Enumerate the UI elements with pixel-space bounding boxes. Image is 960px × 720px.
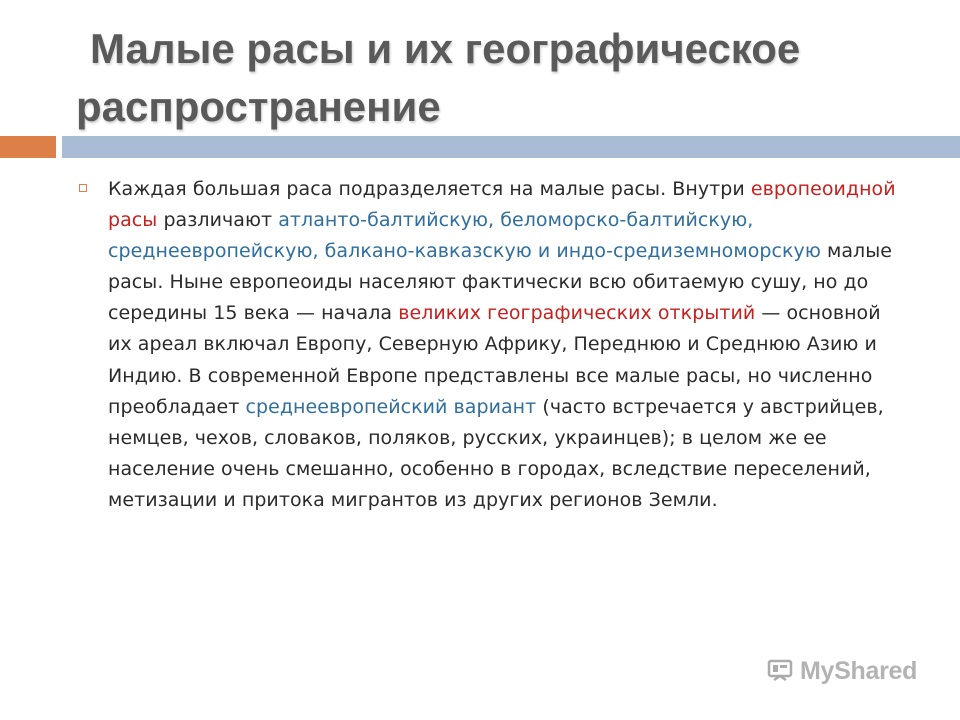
accent-bar-orange [0,136,56,158]
myshared-logo-icon [766,656,796,686]
slide-title-line-1: Малые расы и их географическое [90,25,801,72]
text-run: — основной их ареал включал Европу, Северную Африку, Переднюю и Среднюю Азию и Индию. В современной Европе представлены все малые расы, но численно преобладает [108,302,881,418]
square-bullet-icon [79,184,87,192]
highlight-central-european-variant: среднеевропейский вариант [245,395,537,418]
body-paragraph [108,174,908,516]
accent-bar-blue [62,136,960,158]
text-run: (часто встречается у австрийцев, немцев, чехов, словаков, поляков, русских, украинцев); в целом же ее население очень смешанно, особенно в городах, вследствие переселений, метизации и притока мигрантов из других регионов Земли. [108,395,884,511]
text-run: малые расы. Ныне европеоиды населяют фактически всю обитаемую сушу, но до середины 15 века — начала [108,240,893,325]
slide-title-line-2: распространение [76,83,441,130]
slide-title [76,20,936,136]
highlight-minor-races-list: атланто-балтийскую, беломорско-балтийскую, среднеевропейскую, балкано-кавказскую и индо-средиземноморскую [108,209,821,263]
watermark-label: MyShared [800,656,918,685]
highlight-caucasoid-race: европеоидной расы [108,178,896,232]
watermark [766,656,917,686]
text-run: различают [157,209,279,232]
text-run: Каждая большая раса подразделяется на малые расы. Внутри [108,178,751,200]
highlight-great-discoveries: великих географических открытий [398,302,756,325]
